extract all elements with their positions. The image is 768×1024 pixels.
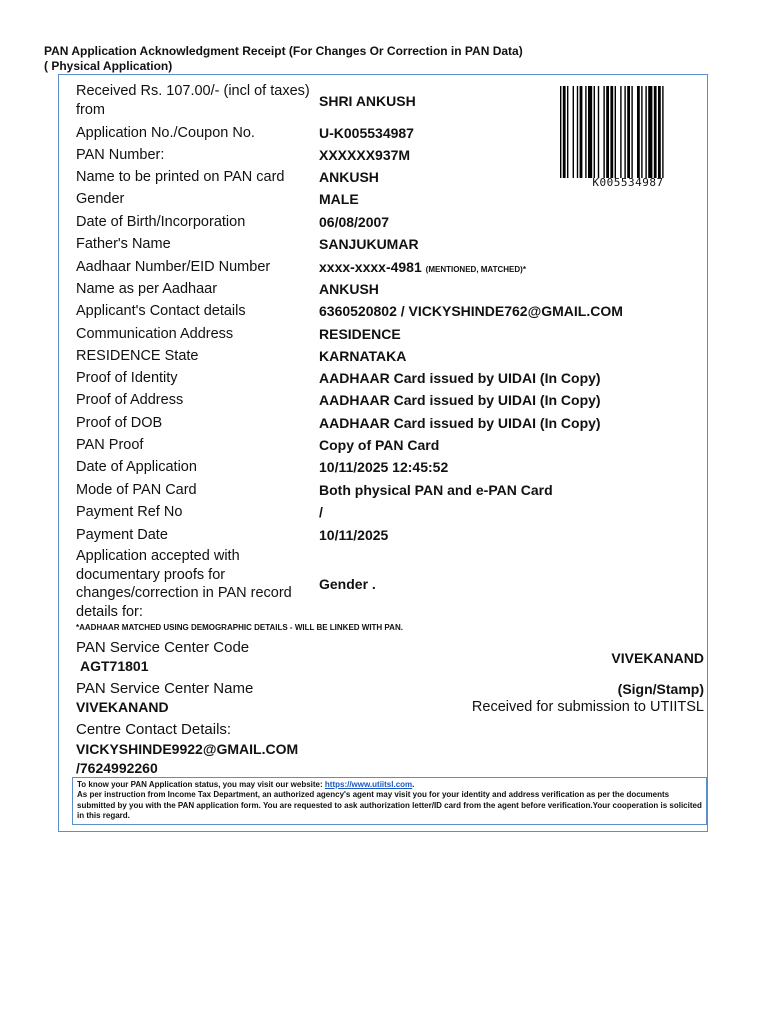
barcode-bar (567, 86, 568, 178)
status-info-prefix: To know your PAN Application status, you may visit our website: (77, 780, 325, 789)
barcode-bar (594, 86, 595, 178)
utiitsl-website-link[interactable]: https://www.utiitsl.com (324, 780, 413, 789)
service-center-name-value: VIVEKANAND (76, 699, 169, 715)
barcode-bar (580, 86, 583, 178)
service-center-name-label: PAN Service Center Name (76, 680, 254, 697)
centre-contact-email: VICKYSHINDE9922@GMAIL.COM (76, 741, 299, 757)
aadhaar-note: (MENTIONED, MATCHED)* (425, 265, 526, 274)
status-info-line (77, 780, 702, 790)
field-label-gender: Gender (76, 191, 125, 207)
barcode-bar (610, 86, 613, 178)
field-label-pan-proof: PAN Proof (76, 437, 144, 453)
field-label-payment-ref: Payment Ref No (76, 504, 183, 520)
service-center-code-label: PAN Service Center Code (76, 639, 250, 656)
field-value-payment-date: 10/11/2025 (319, 527, 389, 543)
field-value-application-no: U-K005534987 (319, 125, 414, 141)
status-info-box (72, 777, 707, 825)
field-label-contact: Applicant's Contact details (76, 303, 246, 319)
title-line-2: ( Physical Application) (44, 59, 173, 73)
field-label-proof-dob: Proof of DOB (76, 415, 163, 431)
field-label-comm-address: Communication Address (76, 326, 234, 342)
centre-contact-label: Centre Contact Details: (76, 721, 232, 738)
field-label-received: Received Rs. 107.00/- (incl of taxes) from (76, 83, 310, 118)
barcode-bar (648, 86, 652, 178)
barcode (560, 86, 696, 178)
field-value-gender: MALE (319, 191, 359, 207)
verification-notice: As per instruction from Income Tax Department, an authorized agency's agent may visit you for your identity and address verification as per the documents submitted by you with the PAN application form. You are requested to ask authorization letter/ID card from the agent before verification.Your cooperation is solicited in this regard. (77, 790, 702, 820)
barcode-bar (658, 86, 661, 178)
field-label-payment-date: Payment Date (76, 527, 168, 543)
barcode-bar (603, 86, 604, 178)
field-value-date-of-application: 10/11/2025 12:45:52 (319, 459, 449, 475)
field-value-pan-proof: Copy of PAN Card (319, 437, 440, 453)
barcode-bar (620, 86, 621, 178)
barcode-bar (563, 86, 566, 178)
field-label-state: RESIDENCE State (76, 348, 199, 364)
field-value-proof-dob: AADHAAR Card issued by UIDAI (In Copy) (319, 415, 601, 431)
barcode-bar (598, 86, 599, 178)
aadhaar-footnote: *AADHAAR MATCHED USING DEMOGRAPHIC DETAILS - WILL BE LINKED WITH PAN. (76, 623, 403, 632)
field-label-aadhaar-name: Name as per Aadhaar (76, 281, 218, 297)
title-line-1: PAN Application Acknowledgment Receipt (For Changes Or Correction in PAN Data) (44, 44, 523, 58)
barcode-bar (606, 86, 609, 178)
field-label-proof-address: Proof of Address (76, 392, 184, 408)
field-label-father-name: Father's Name (76, 236, 171, 252)
field-value-comm-address: RESIDENCE (319, 326, 401, 342)
field-value-father-name: SANJUKUMAR (319, 236, 419, 252)
barcode-bar (585, 86, 586, 178)
field-value-state: KARNATAKA (319, 348, 407, 364)
barcode-bar (560, 86, 561, 178)
barcode-bar (662, 86, 663, 178)
barcode-bar (573, 86, 574, 178)
barcode-number: K005534987 (592, 176, 664, 189)
barcode-bar (624, 86, 625, 178)
barcode-bar (641, 86, 642, 178)
field-value-accepted-for: Gender . (319, 576, 376, 592)
field-label-date-of-application: Date of Application (76, 459, 197, 475)
field-value-proof-address: AADHAAR Card issued by UIDAI (In Copy) (319, 392, 601, 408)
aadhaar-number: xxxx-xxxx-4981 (319, 259, 422, 275)
service-center-code-value: AGT71801 (80, 658, 149, 674)
field-value-payment-ref: / (319, 504, 323, 520)
field-value-print-name: ANKUSH (319, 169, 379, 185)
field-label-proof-identity: Proof of Identity (76, 370, 178, 386)
field-value-mode: Both physical PAN and e-PAN Card (319, 482, 553, 498)
barcode-bar (615, 86, 616, 178)
received-for-submission: Received for submission to UTIITSL (471, 699, 704, 715)
field-value-proof-identity: AADHAAR Card issued by UIDAI (In Copy) (319, 370, 601, 386)
barcode-bar (631, 86, 632, 178)
field-value-aadhaar (319, 258, 526, 279)
barcode-bar (577, 86, 578, 178)
centre-contact-phone: /7624992260 (76, 760, 158, 776)
field-label-accepted-for: Application accepted with documentary proofs for changes/correction in PAN record details for: (76, 548, 292, 620)
sign-stamp-label: (Sign/Stamp) (617, 681, 704, 697)
field-label-mode: Mode of PAN Card (76, 482, 197, 498)
field-label-dob: Date of Birth/Incorporation (76, 214, 246, 230)
field-label-aadhaar: Aadhaar Number/EID Number (76, 259, 271, 275)
field-label-pan-number: PAN Number: (76, 147, 165, 163)
field-value-dob: 06/08/2007 (319, 214, 390, 230)
field-value-received: SHRI ANKUSH (319, 93, 416, 109)
barcode-bar (627, 86, 630, 178)
status-info-suffix: . (412, 780, 415, 789)
field-value-aadhaar-name: ANKUSH (319, 281, 379, 297)
barcode-bar (645, 86, 646, 178)
stamp-name: VIVEKANAND (611, 650, 704, 666)
field-value-contact: 6360520802 / VICKYSHINDE762@GMAIL.COM (319, 303, 623, 319)
field-label-application-no: Application No./Coupon No. (76, 125, 255, 141)
barcode-bar (637, 86, 640, 178)
document-title (44, 44, 523, 74)
field-label-print-name: Name to be printed on PAN card (76, 169, 285, 185)
barcode-bar (588, 86, 592, 178)
barcode-bar (654, 86, 657, 178)
field-value-pan-number: XXXXXX937M (319, 147, 411, 163)
